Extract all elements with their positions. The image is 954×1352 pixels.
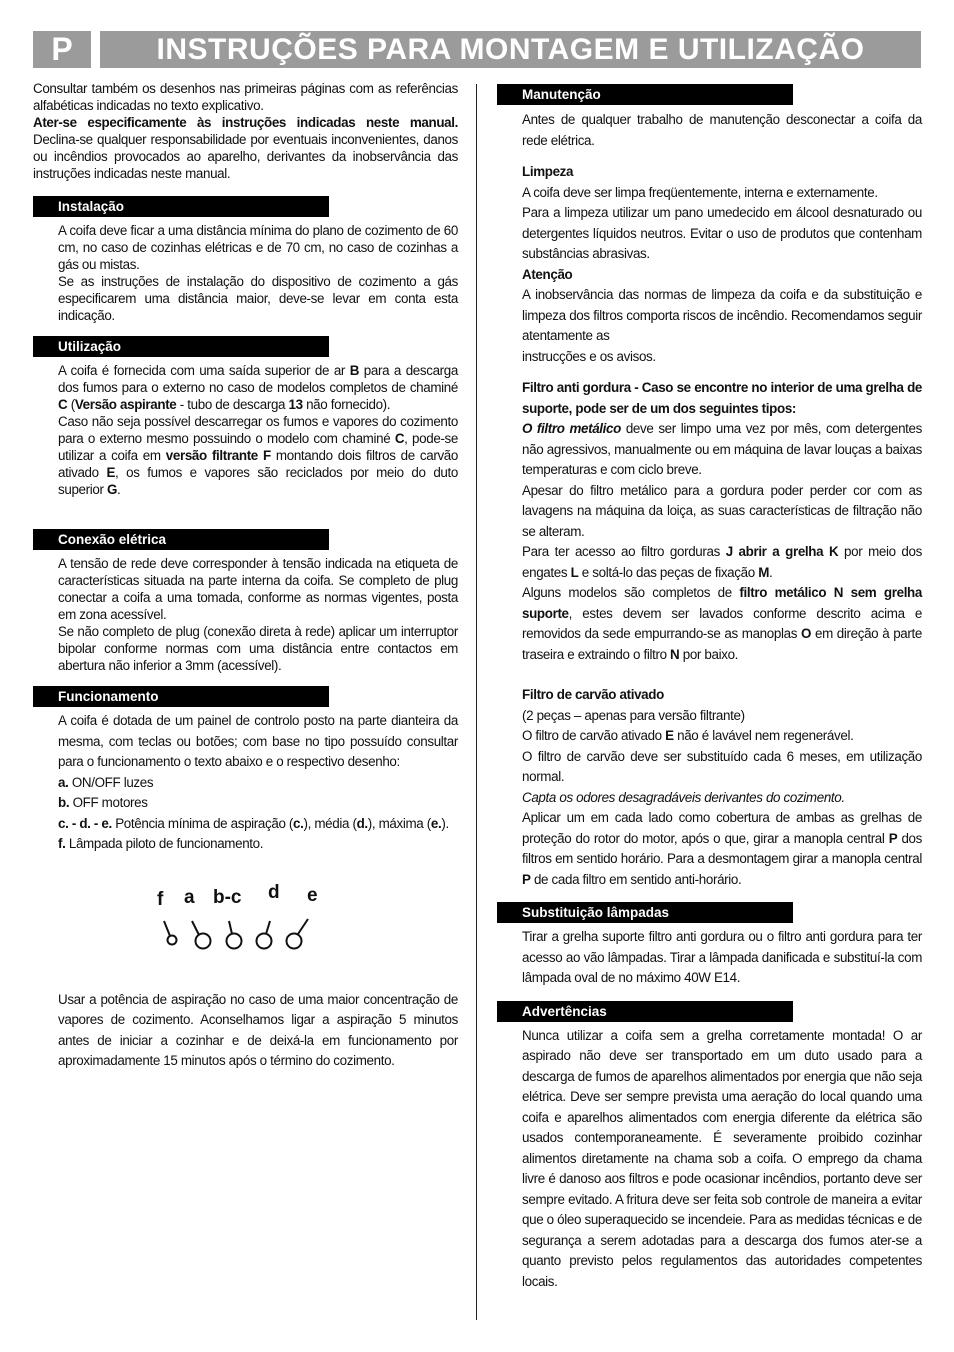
- diagram-label-bc: b-c: [213, 886, 242, 908]
- intro-warning: Ater-se especificamente às instruções indicadas neste manual. Declina-se qualquer responsabilidade por eventuais inconvenientes, danos ou incêndios provocados ao aparelho, derivantes da inobservância das instruções indicadas neste manual.: [33, 115, 458, 181]
- diagram-label-d: d: [268, 881, 280, 903]
- subheading-filtro: Filtro anti gordura - Caso se encontre no interior de uma grelha de suporte, pode ser de um dos seguintes tipos:: [522, 380, 922, 416]
- key-cde: c. - d. - e. Potência mínima de aspiração (c.), média (d.), máxima (e.).: [58, 815, 449, 831]
- intro-section: [33, 80, 458, 182]
- substituicao-text: Tirar a grelha suporte filtro anti gordura ou o filtro anti gordura para ter acesso ao vão lâmpadas. Tirar a lâmpada danificada e substituí-la com lâmpada oval de no máximo 40W E14.: [522, 929, 922, 985]
- section-heading-conexao: Conexão elétrica: [33, 529, 329, 550]
- diagram-label-e: e: [307, 884, 318, 906]
- funcionamento-note: Usar a potência de aspiração no caso de uma maior concentração de vapores de cozimento. Aconselhamos ligar a aspiração 5 minutos antes de iniciar a cozinhar e de deixá-la em funcionamento por aproximadamente 15 minutos após o término do cozimento.: [58, 991, 458, 1068]
- diagram-label-f: f: [157, 888, 164, 910]
- section-heading-substituicao: Substituição lâmpadas: [497, 902, 793, 923]
- key-f: f. Lâmpada piloto de funcionamento.: [58, 836, 264, 851]
- section-heading-instalacao: Instalação: [33, 196, 329, 217]
- section-heading-funcionamento: Funcionamento: [33, 686, 329, 707]
- section-heading-utilizacao: Utilização: [33, 336, 329, 357]
- advertencias-text: Nunca utilizar a coifa sem a grelha corretamente montada! O ar aspirado não deve ser transportado em um duto usado para a descarga de fumos de aparelhos alimentados por energia que não seja elétrica. Deve ser sempre prevista uma aeração do local quando uma coifa e aparelhos alimentados com energia diferente da elétrica são usados contemporaneamente. É severamente proibido cozinhar alimentos diretamente na chama sob a coifa. O emprego da chama livre é danoso aos filtros e pode ocasionar incêndios, portanto deve ser sempre evitado. A fritura deve ser feita sob controle de maneira a evitar que o óleo superaquecido se incendeie. Para as medidas técnicas e de segurança a serem adotadas para a descarga dos fumos ater-se a quanto previsto pelos regulamentos das autoridades competentes locais.: [522, 1027, 922, 1289]
- section-heading-manutencao: Manutenção: [497, 84, 793, 105]
- manutencao-text: Antes de qualquer trabalho de manutenção desconectar a coifa da rede elétrica. Limpeza A coifa deve ser limpa freqüentemente, interna e externamente. Para a limpeza utilizar um pano umedecido em álcool desnaturado ou detergentes líquidos neutros. Evitar o uso de produtos que contenham substâncias abrasivas. Atenção A inobservância das normas de limpeza da coifa e da substituição e limpeza dos filtros comporta riscos de incêndio. Recomendamos seguir atentamente as instrucções e os avisos. Filtro anti gordura - Caso se encontre no interior de uma grelha de suporte, pode ser de um dos seguintes tipos: O filtro metálico deve ser limpo uma vez por mês, com detergentes não agressivos, manualmente ou em máquina de lavar louças a baixas temperaturas e com ciclo breve. Apesar do filtro metálico para a gordura poder perder cor com as lavagens na máquina da loiça, as suas características de filtração não se alteram. Para ter acesso ao filtro gorduras J abrir a grelha K por meio dos engates L e soltá-lo das peças de fixação M. Alguns modelos são completos de filtro metálico N sem grelha suporte, estes devem ser lavados conforme descrito acima e removidos da sede empurrando-se as manoplas O em direção à parte traseira e extraindo o filtro N por baixo. Filtro de carvão ativado (2 peças – apenas para versão filtrante) O filtro de carvão ativado E não é lavável nem regenerável. O filtro de carvão deve ser substituído cada 6 meses, em utilização normal. Capta os odores desagradáveis derivantes do cozimento. Aplicar um em cada lado como cobertura de ambas as grelhas de proteção do rotor do motor, após o que, girar a manopla central P dos filtros em sentido horário. Para a desmontagem girar a manopla central P de cada filtro em sentido anti-horário.: [522, 112, 922, 887]
- intro-text: Consultar também os desenhos nas primeiras páginas com as referências alfabéticas indicadas no texto explicativo.: [33, 81, 458, 113]
- key-b: b. OFF motores: [58, 795, 148, 810]
- utilizacao-text: A coifa é fornecida com uma saída superior de ar B para a descarga dos fumos para o externo no caso de modelos completos de chaminé C (Versão aspirante - tubo de descarga 13 não fornecido). Caso não seja possível descarregar os fumos e vapores do cozimento para o externo mesmo possuindo o modelo com chaminé C, pode-se utilizar a coifa em versão filtrante F montando dois filtros de carvão ativado E, os fumos e vapores são reciclados por meio do duto superior G.: [58, 363, 459, 497]
- subheading-atencao: Atenção: [522, 266, 573, 282]
- section-heading-advertencias: Advertências: [497, 1001, 793, 1022]
- key-a: a. ON/OFF luzes: [58, 774, 154, 790]
- left-column: [33, 80, 458, 1072]
- language-badge: P: [33, 31, 91, 68]
- subheading-carvao: Filtro de carvão ativado: [522, 687, 664, 702]
- conexao-text: A tensão de rede deve corresponder à tensão indicada na etiqueta de características situada na parte interna da coifa. Se completo de plug conectar a coifa a uma tomada, conforme as normas vigentes, posta em zona acessível. Se não completo de plug (conexão direta à rede) aplicar um interruptor bipolar conforme normas com uma distância entre contactos em abertura não inferior a 3mm (acessível).: [58, 556, 458, 673]
- column-divider: [476, 84, 477, 1320]
- control-buttons-icon: [153, 905, 323, 975]
- control-panel-diagram: [153, 881, 458, 985]
- funcionamento-text: A coifa é dotada de um painel de controlo posto na parte dianteira da mesma, com teclas ou botões; com base no tipo possuído consultar para o funcionamento o texto abaixo e o respectivo desenho: a. ON/OFF luzes b. OFF motores c. - d. - e. Potência mínima de aspiração (c.), média (d.), máxima (e.). f. Lâmpada piloto de funcionamento.: [33, 711, 458, 855]
- right-column: [497, 84, 922, 1292]
- diagram-label-a: a: [184, 886, 195, 908]
- page-title: INSTRUÇÕES PARA MONTAGEM E UTILIZAÇÃO: [100, 31, 921, 68]
- subheading-limpeza: Limpeza: [522, 164, 574, 179]
- instalacao-text: A coifa deve ficar a uma distância mínima do plano de cozimento de 60 cm, no caso de cozinhas elétricas e de 70 cm, no caso de cozinhas a gás ou mistas. Se as instruções de instalação do dispositivo de cozimento a gás especificarem uma distância maior, deve-se levar em conta esta indicação.: [58, 223, 458, 323]
